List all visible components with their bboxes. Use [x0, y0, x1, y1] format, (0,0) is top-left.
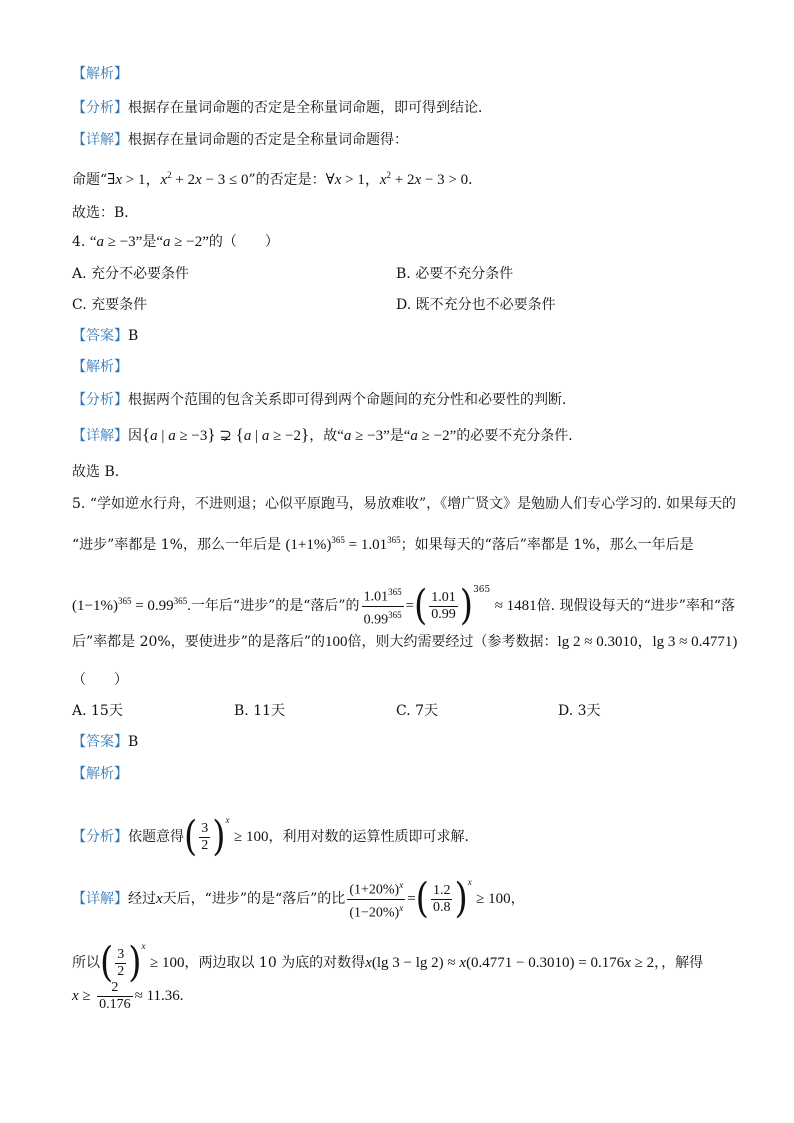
q4-option-c: C. 充要条件	[72, 297, 148, 313]
q5-option-b: B. 11天	[234, 703, 286, 719]
q4-answer: 【答案】B	[72, 328, 139, 344]
q5-line-3: $(1-1\%)^{365} = 0.99^{365}$.一年后“进步”的是“落后”的 $\frac{1.01^{365}}{0.99^{365}}$ =( $\frac{1.01}{0.99}$ )$^{365}$ ≈ 1481倍. 现假设每天的“进步”率和“落	[72, 582, 736, 630]
q5-answer: 【答案】B	[72, 734, 139, 750]
fenxi-1: 【分析】根据存在量词命题的否定是全称量词命题，即可得到结论．	[72, 100, 492, 116]
q5-suoyi: 所以( $\frac{3}{2}$ )$^x$ ≥ 100，两边取以 10 为底的对数得x(lg 3 − lg 2) ≈ x(0.4771 − 0.3010) = 0.176x ≥ 2，，解得	[72, 939, 704, 987]
q5-line-4: 后”率都是 20%，要使进步”的是落后”的100倍，则大约需要经过（参考数据：lg 2 ≈ 0.3010，lg 3 ≈ 0.4771)	[72, 634, 738, 650]
negation-line: 命题“∃x > 1，$x^2 + 2x - 3 \le 0$”的否定是：∀x > 1，$x^2 + 2x - 3 > 0$．	[72, 170, 483, 188]
frac-101-099: $\frac{1.01^{365}}{0.99^{365}}$	[362, 584, 404, 628]
q4-guxuan: 故选 B．	[72, 464, 129, 480]
q5-xiangjie: 【详解】经过x天后，“进步”的是“落后”的比 $\frac{(1+20\%)^x}{(1-20\%)^x}$ =( $\frac{1.2}{0.8}$ )$^x$ ≥ 100，	[72, 875, 525, 923]
q4-option-a: A. 充分不必要条件	[72, 266, 190, 282]
xiangjie-1: 【详解】根据存在量词命题的否定是全称量词命题得：	[72, 132, 408, 148]
frac-2-0176: $\frac{2}{0.176}$	[99, 979, 131, 1012]
q5-paren: （ ）	[72, 672, 128, 688]
q4-option-b: B. 必要不充分条件	[396, 266, 514, 282]
frac-101-over-099: $\frac{1.01}{0.99}$	[431, 589, 456, 622]
frac-3-2: $\frac{3}{2}$	[201, 820, 209, 853]
q4-option-d: D. 既不充分也不必要条件	[396, 297, 556, 313]
guxuan-1: 故选：B．	[72, 205, 139, 221]
q4-stem: 4. “a ≥ −3”是“a ≥ −2”的（ ）	[72, 234, 279, 250]
q5-option-d: D. 3天	[558, 703, 601, 719]
q5-line-1: 5. “学如逆水行舟，不进则退；心似平原跑马，易放难收”，《增广贤文》是勉励人们专心学习的. 如果每天的	[72, 496, 737, 512]
frac-3-2-b: $\frac{3}{2}$	[117, 946, 125, 979]
jiexi-heading-1: 【解析】	[72, 66, 128, 82]
q5-result: x ≥ $\frac{2}{0.176}$ ≈ 11.36.	[72, 979, 184, 1012]
q5-option-c: C. 7天	[396, 703, 439, 719]
q4-xiangjie: 【详解】因{a | a ≥ −3} ⊋ {a | a ≥ −2}，故“a ≥ −3”是“a ≥ −2”的必要不充分条件．	[72, 425, 583, 444]
frac-growth-ratio: $\frac{(1+20\%)^x}{(1-20\%)^x}$	[347, 877, 405, 921]
q5-option-a: A. 15天	[72, 703, 123, 719]
q5-fenxi: 【分析】依题意得( $\frac{3}{2}$ )$^x$ ≥ 100，利用对数的运算性质即可求解.	[72, 813, 469, 861]
jiexi-heading-2: 【解析】	[72, 359, 128, 375]
q5-line-2: “进步”率都是 1%，那么一年后是 $(1+1\%)^{365} = 1.01^{365}$；如果每天的“落后”率都是 1%，那么一年后是	[72, 535, 694, 553]
jiexi-heading-3: 【解析】	[72, 766, 128, 782]
q4-fenxi: 【分析】根据两个范围的包含关系即可得到两个命题间的充分性和必要性的判断.	[72, 392, 567, 408]
frac-12-08: $\frac{1.2}{0.8}$	[432, 882, 451, 915]
